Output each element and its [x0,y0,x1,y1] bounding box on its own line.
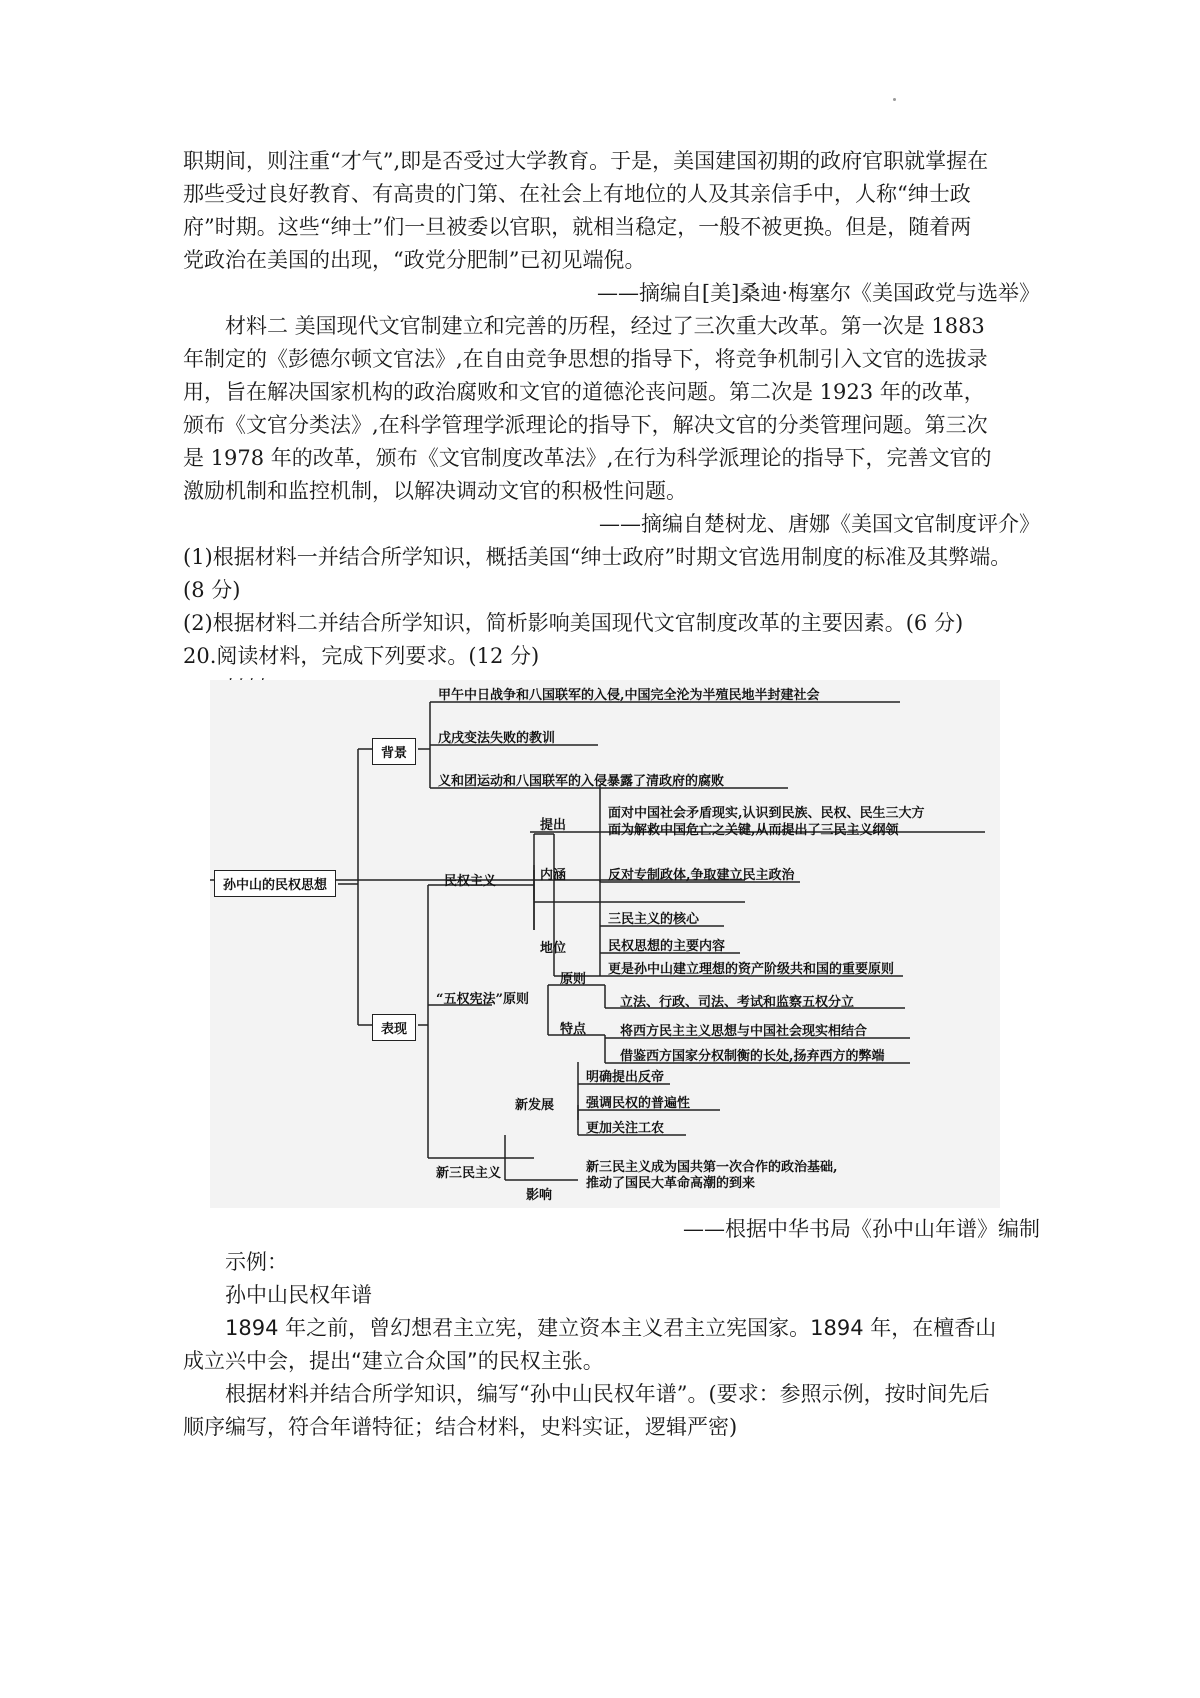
influence-label: 影响 [526,1188,553,1203]
text-line: 是 1978 年的改革，颁布《文官制度改革法》,在行为科学派理论的指导下，完善文官的 [183,446,992,470]
question-2 [183,607,1033,640]
source-citation-1: ——摘编自[美]桑迪·梅塞尔《美国政党与选举》 [596,281,1040,305]
wuquan-node: “五权宪法”原则 [436,992,529,1007]
example-block [183,1246,1033,1378]
influence-line-1: 新三民主义成为国共第一次合作的政治基础, [586,1160,838,1175]
text-line: 用，旨在解决国家机构的政治腐败和文官的道德沦丧问题。第二次是 1923 年的改革， [183,380,985,404]
text-line: 职期间，则注重“才气”,即是否受过大学教育。于是，美国建国初期的政府官职就掌握在 [183,149,989,173]
text-line: 府”时期。这些“绅士”们一旦被委以官职，就相当稳定，一般不被更换。但是，随着两 [183,215,972,239]
background-node: 背景 [372,738,416,765]
new-sanmin-node: 新三民主义 [436,1166,502,1181]
connotation-text: 反对专制政体,争取建立民主政治 [608,868,795,883]
minquan-node: 民权主义 [444,874,497,889]
mind-map-diagram [210,680,1000,1208]
background-item-3: 义和团运动和八国联军的入侵暴露了清政府的腐败 [438,774,725,789]
source-citation-2: ——摘编自楚树龙、唐娜《美国文官制度评介》 [599,512,1040,536]
status-item-3: 更是孙中山建立理想的资产阶级共和国的重要原则 [608,962,895,977]
text-line: 1894 年之前，曾幻想君主立宪，建立资本主义君主立宪国家。1894 年，在檀香山 [225,1316,997,1340]
source-citation-3: ——根据中华书局《孙中山年谱》编制 [683,1217,1040,1241]
material2-paragraph [183,310,1033,508]
text-line: 党政治在美国的出现，“政党分肥制”已初见端倪。 [183,248,646,272]
influence-line-2: 推动了国民大革命高潮的到来 [586,1176,756,1191]
text-line: (2)根据材料二并结合所学知识，简析影响美国现代文官制度改革的主要因素。(6 分) [183,611,964,635]
proposal-line-1: 面对中国社会矛盾现实,认识到民族、民权、民生三大方 [608,806,925,821]
question-20 [183,640,1033,673]
task-paragraph [183,1378,1033,1444]
proposal-line-2: 面为解救中国危亡之关键,从而提出了三民主义纲领 [608,823,899,838]
connotation-label: 内涵 [540,868,567,883]
example-title: 孙中山民权年谱 [225,1283,372,1307]
text-line: 材料二 美国现代文官制建立和完善的历程，经过了三次重大改革。第一次是 1883 [225,314,985,338]
feature-item-1: 将西方民主主义思想与中国社会现实相结合 [620,1024,868,1039]
text-line: 那些受过良好教育、有高贵的门第、在社会上有地位的人及其亲信手中，人称“绅士政 [183,182,971,206]
status-item-2: 民权思想的主要内容 [608,939,726,954]
root-node: 孙中山的民权思想 [214,870,336,897]
example-label: 示例： [225,1250,288,1274]
text-line: 成立兴中会，提出“建立合众国”的民权主张。 [183,1349,604,1373]
development-item-2: 强调民权的普遍性 [586,1096,691,1111]
text-line: (1)根据材料一并结合所学知识，概括美国“绅士政府”时期文官选用制度的标准及其弊端。 [183,545,1012,569]
status-label: 地位 [540,941,567,956]
principle-text: 立法、行政、司法、考试和监察五权分立 [620,995,855,1010]
background-item-1: 甲午中日战争和八国联军的入侵,中国完全沦为半殖民地半封建社会 [438,688,820,703]
material1-paragraph [183,145,1033,277]
proposal-label: 提出 [540,818,567,833]
expression-node: 表现 [372,1014,416,1041]
text-line: (8 分) [183,578,241,602]
question-1 [183,541,1033,607]
status-item-1: 三民主义的核心 [608,912,700,927]
text-line: 年制定的《彭德尔顿文官法》,在自由竞争思想的指导下，将竞争机制引入文官的选拔录 [183,347,988,371]
feature-item-2: 借鉴西方国家分权制衡的长处,扬弃西方的弊端 [620,1049,885,1064]
principle-label: 原则 [560,972,587,987]
text-line: 20.阅读材料，完成下列要求。(12 分) [183,644,540,668]
development-item-1: 明确提出反帝 [586,1070,665,1085]
text-line: 颁布《文官分类法》,在科学管理学派理论的指导下，解决文官的分类管理问题。第三次 [183,413,988,437]
background-item-2: 戊戌变法失败的教训 [438,731,556,746]
development-label: 新发展 [515,1098,555,1113]
text-line: 激励机制和监控机制，以解决调动文官的积极性问题。 [183,479,687,503]
features-label: 特点 [560,1022,587,1037]
development-item-3: 更加关注工农 [586,1121,665,1136]
scan-speck [893,98,896,101]
text-line: 顺序编写，符合年谱特征；结合材料，史料实证，逻辑严密) [183,1415,738,1439]
text-line: 根据材料并结合所学知识，编写“孙中山民权年谱”。(要求：参照示例，按时间先后 [225,1382,990,1406]
